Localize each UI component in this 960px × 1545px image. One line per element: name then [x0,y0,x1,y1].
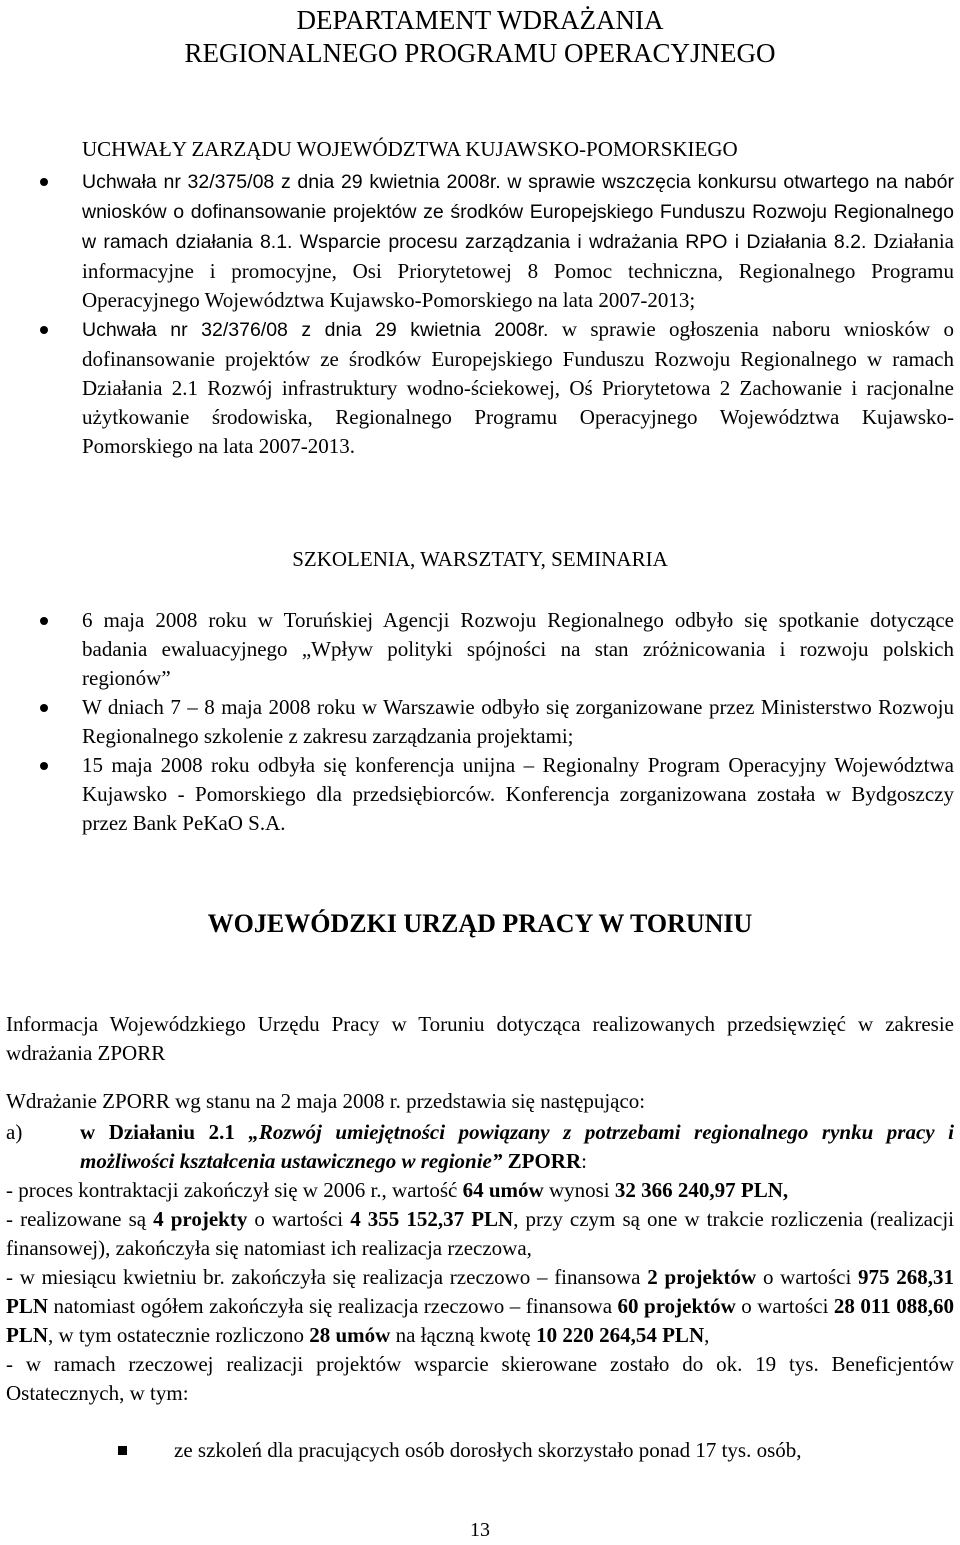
detail-figure: 4 355 152,37 PLN [350,1207,514,1231]
uchwaly-list [0,167,960,461]
detail-figure: 60 projektów [617,1294,736,1318]
bullet-icon [40,762,48,770]
detail-text: wynosi [543,1178,615,1202]
subsection-body [80,1118,954,1176]
square-bullet-icon [118,1446,127,1455]
detail-figure: 2 projektów [647,1265,757,1289]
wup-intro: Informacja Wojewódzkiego Urzędu Pracy w Toruniu dotycząca realizowanych przedsięwzięć w zakresie wdrażania ZPORR [6,1012,954,1065]
subsection-label: a) [6,1120,23,1144]
detail-text: , przy czym są one w trakcie rozliczenia (realizacji finansowej), zakończyła się natomiast ich realizacja rzeczowa, [6,1207,954,1260]
wup-heading: WOJEWÓDZKI URZĄD PRACY W TORUNIU [207,909,753,938]
szkolenia-heading: SZKOLENIA, WARSZTATY, SEMINARIA [292,547,668,571]
detail-text: o wartości [756,1265,859,1289]
detail-text: - realizowane są [6,1207,154,1231]
wup-details [6,1176,954,1408]
detail-text: natomiast ogółem zakończyła się realizacja rzeczowo – finansowa [48,1294,618,1318]
detail-text: o wartości [247,1207,351,1231]
bullet-icon [40,178,48,186]
department-title [0,4,960,70]
resolution-text: Uchwała nr 32/376/08 z dnia 29 kwietnia 2008r. [82,319,549,341]
wup-status: Wdrażanie ZPORR wg stanu na 2 maja 2008 r. przedstawia się następująco: [6,1089,646,1113]
detail-text: , w tym ostatecznie rozliczono [48,1323,310,1347]
measure-name: w Działaniu 2.1 [80,1120,235,1144]
department-title-line1: DEPARTAMENT WDRAŻANIA [296,5,664,35]
department-title-line2: REGIONALNEGO PROGRAMU OPERACYJNEGO [184,38,776,68]
detail-figure: 64 umów [462,1178,544,1202]
list-item [0,1436,960,1465]
detail-paragraph: - w ramach rzeczowej realizacji projektów wsparcie skierowane zostało do ok. 19 tys. Beneficjentów Ostatecznych, w tym: [6,1352,954,1405]
detail-paragraph [6,1176,954,1205]
resolution-text: w sprawie ogłoszenia naboru wniosków o dofinansowanie projektów ze środków Europejskiego Funduszu Rozwoju Regionalnego w ramach Działania 2.1 Rozwój infrastruktury wodno-ściekowej, Oś Priorytetowa 2 Zachowanie i racjonalne użytkowanie środowiska, Regionalnego Programu Operacyjnego Województwa Kujawsko-Pomorskiego na lata 2007-2013. [82,317,954,458]
resolution-text: Funduszu Rozwoju Regionalnego w ramach działania 8.1. Wsparcie procesu zarządzania i wdrażania RPO i Działania 8.2. [82,201,955,253]
list-item [0,315,960,461]
bullet-icon [40,617,48,625]
event-text: 15 maja 2008 roku odbyła się konferencja unijna – Regionalny Program Operacyjny Województwa Kujawsko - Pomorskiego dla przedsiębiorców. Konferencja zorganizowana została w Bydgoszczy przez Bank PeKaO S.A. [82,753,954,835]
bullet-icon [40,326,48,334]
measure-colon: : [581,1149,587,1173]
detail-paragraph [6,1263,954,1350]
list-item [0,693,960,751]
detail-text: o wartości [735,1294,834,1318]
szkolenia-list [0,606,960,838]
beneficiaries-list [0,1436,960,1465]
bullet-icon [40,704,48,712]
event-text: W dniach 7 – 8 maja 2008 roku w Warszawie odbyło się zorganizowane przez Ministerstwo Rozwoju Regionalnego szkolenie z zakresu zarządzania projektami; [82,695,954,748]
list-item [0,751,960,838]
page-number: 13 [470,1519,490,1541]
beneficiary-text: ze szkoleń dla pracujących osób dorosłych skorzystało ponad 17 tys. osób, [174,1438,802,1462]
event-text: 6 maja 2008 roku w Toruńskiej Agencji Rozwoju Regionalnego odbyło się spotkanie dotyczące badania ewaluacyjnego „Wpływ polityki spójności na stan zróżnicowania i rozwoju polskich regionów” [82,608,954,690]
detail-figure: 32 366 240,97 PLN, [614,1178,789,1202]
measure-program: ZPORR [507,1149,582,1173]
resolution-text: Działania informacyjne i promocyjne, Osi Priorytetowej 8 Pomoc techniczna, Regionalnego Programu Operacyjnego Województwa Kujawsko-Pomorskiego na lata 2007-2013; [82,229,954,312]
detail-figure: 28 umów [309,1323,391,1347]
detail-figure: 4 projekty [153,1207,248,1231]
detail-text: - proces kontraktacji zakończył się w 2006 r., wartość [6,1178,463,1202]
measure-title: „Rozwój umiejętności powiązany z potrzebami regionalnego rynku pracy i możliwości kształcenia ustawicznego w regionie” [80,1120,954,1173]
detail-paragraph [6,1205,954,1263]
detail-figure: 28 011 088,60 PLN [6,1294,954,1347]
detail-text: na łączną kwotę [390,1323,537,1347]
detail-text: - w miesiącu kwietniu br. zakończyła się realizacja rzeczowo – finansowa [6,1265,648,1289]
detail-figure: 975 268,31 PLN [6,1265,954,1318]
list-item [0,167,960,315]
subsection-a [6,1118,954,1176]
resolution-text: Uchwała nr 32/375/08 z dnia 29 kwietnia 2008r. w sprawie wszczęcia konkursu otwartego na nabór wniosków o dofinansowanie projektów ze środków Europejskiego [82,171,954,223]
detail-text: , [704,1323,710,1347]
detail-figure: 10 220 264,54 PLN [536,1323,705,1347]
list-item [0,606,960,693]
uchwaly-heading: UCHWAŁY ZARZĄDU WOJEWÓDZTWA KUJAWSKO-POMORSKIEGO [82,137,738,161]
